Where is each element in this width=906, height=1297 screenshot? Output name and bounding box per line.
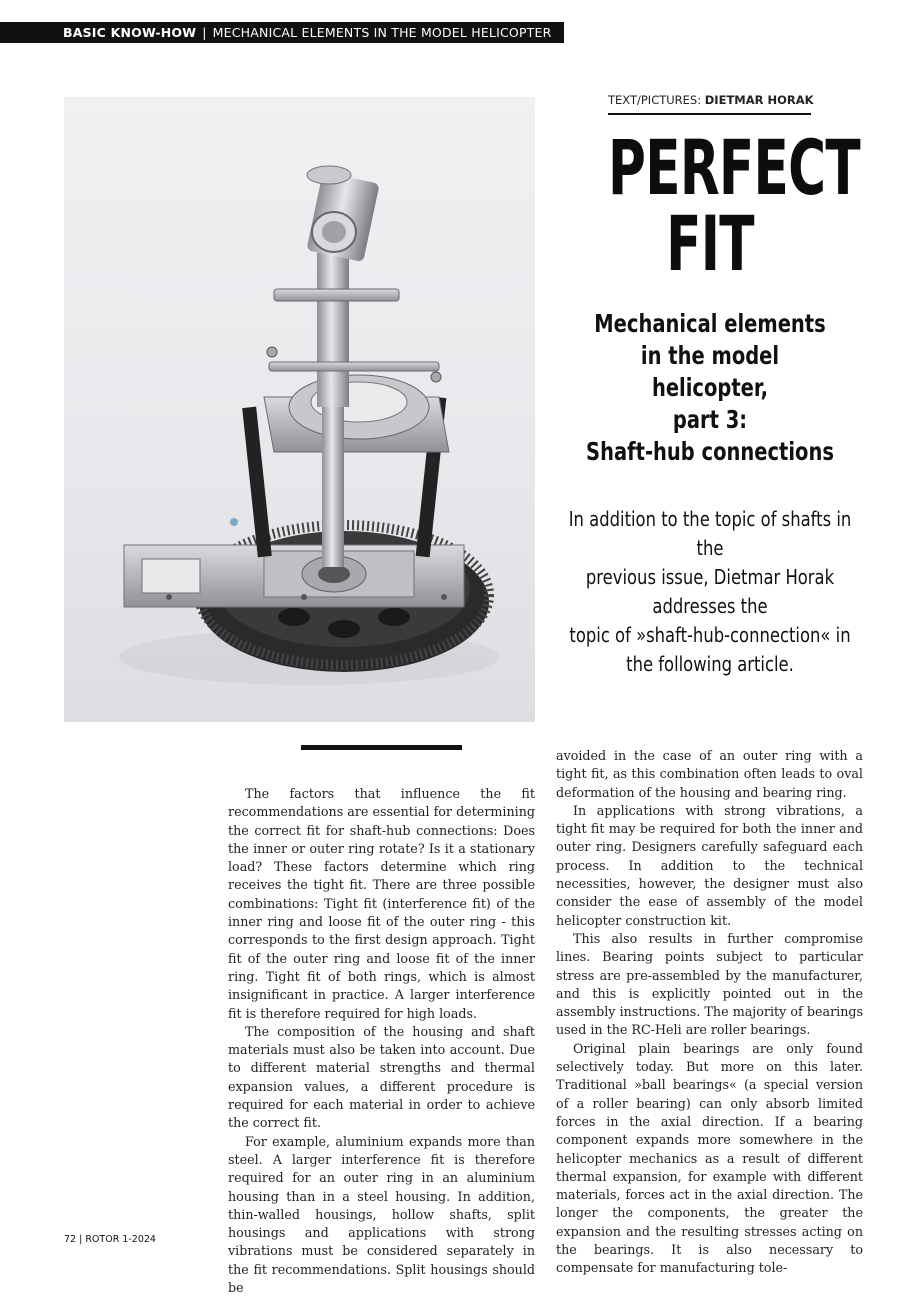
author-name: DIETMAR HORAK (704, 93, 814, 107)
intro-line: topic of »shaft-hub-connection« in (569, 623, 851, 647)
subtitle-line: in the model helicopter, (640, 341, 780, 402)
page-footer: 72 | ROTOR 1-2024 (64, 1234, 156, 1245)
rotor-head-illustration (64, 97, 535, 722)
header-separator: | (202, 25, 207, 40)
credit-label: TEXT/PICTURES: (608, 93, 702, 107)
subtitle-line: Shaft-hub connections (586, 437, 834, 466)
subtitle-line: Mechanical elements (594, 309, 826, 338)
section-topic: MECHANICAL ELEMENTS IN THE MODEL HELICOPTER (212, 25, 552, 40)
divider-rule (301, 745, 462, 750)
article-subtitle (581, 308, 838, 468)
paragraph: Original plain bearings are only found selectively today. But more on this later. Traditional »ball bearings« (a special version of a roller bearing) can only absorb limited forces in the axial direction. If a bearing component expands more somewhere in the helicopter mechanics as a result of different thermal expansion, for example with different materials, forces act in the axial direction. The longer the components, the greater the expansion and the resulting stresses acting on the bearings. It is also necessary to compensate for manufacturing tole- (556, 1040, 863, 1276)
subtitle-line: part 3: (672, 405, 748, 434)
intro-line: the following article. (626, 652, 794, 676)
section-header (0, 22, 564, 43)
paragraph: avoided in the case of an outer ring with a tight fit, as this combination often leads to oval deformation of the housing and bearing ring. (556, 748, 863, 800)
paragraph: The composition of the housing and shaft materials must also be taken into account. Due to different material strengths and thermal expansion values, a different procedure is required for each material in order to achieve the correct fit. (228, 1023, 535, 1131)
title-line: PERFECT (608, 123, 861, 212)
article-title (608, 123, 861, 288)
body-column-left (228, 785, 535, 1297)
paragraph: This also results in further compromise lines. Bearing points subject to particular stress are pre-assembled by the manufacturer, and this is explicitly pointed out in the assembly instructions. The majority of bearings used in the RC-Heli are roller bearings. (556, 930, 863, 1038)
intro-line: In addition to the topic of shafts in the (568, 507, 852, 560)
title-line: FIT (666, 199, 754, 288)
article-intro (566, 505, 854, 679)
body-column-right (556, 747, 863, 1278)
author-credit (608, 93, 814, 115)
paragraph: In applications with strong vibrations, a tight fit may be required for both the inner and outer ring. Designers carefully safeguard each process. In addition to the technical necessities, however, the designer must also consider the ease of assembly of the model helicopter construction kit. (556, 802, 863, 928)
paragraph: The factors that influence the fit recommendations are essential for determining the correct fit for shaft-hub connections: Does the inner or outer ring rotate? Is it a stationary load? These factors determine which ring receives the tight fit. There are three possible combinations: Tight fit (interference fit) of the inner ring and loose fit of the outer ring - this corresponds to the first design approach. Tight fit of the outer ring and loose fit of the inner ring. Tight fit of both rings, which is almost insignificant in practice. A larger interference fit is therefore required for high loads. (228, 786, 535, 1021)
section-label: BASIC KNOW-HOW (63, 25, 197, 40)
helicopter-mechanics-photo (64, 97, 535, 722)
intro-line: previous issue, Dietmar Horak addresses the (585, 565, 835, 618)
paragraph: For example, aluminium expands more than steel. A larger interference fit is therefore required for an outer ring in an aluminium housing than in a steel housing. In addition, thin-walled housings, hollow shafts, split housings and applications with strong vibrations must be considered separately in the fit recommendations. Split housings should be (228, 1133, 535, 1296)
